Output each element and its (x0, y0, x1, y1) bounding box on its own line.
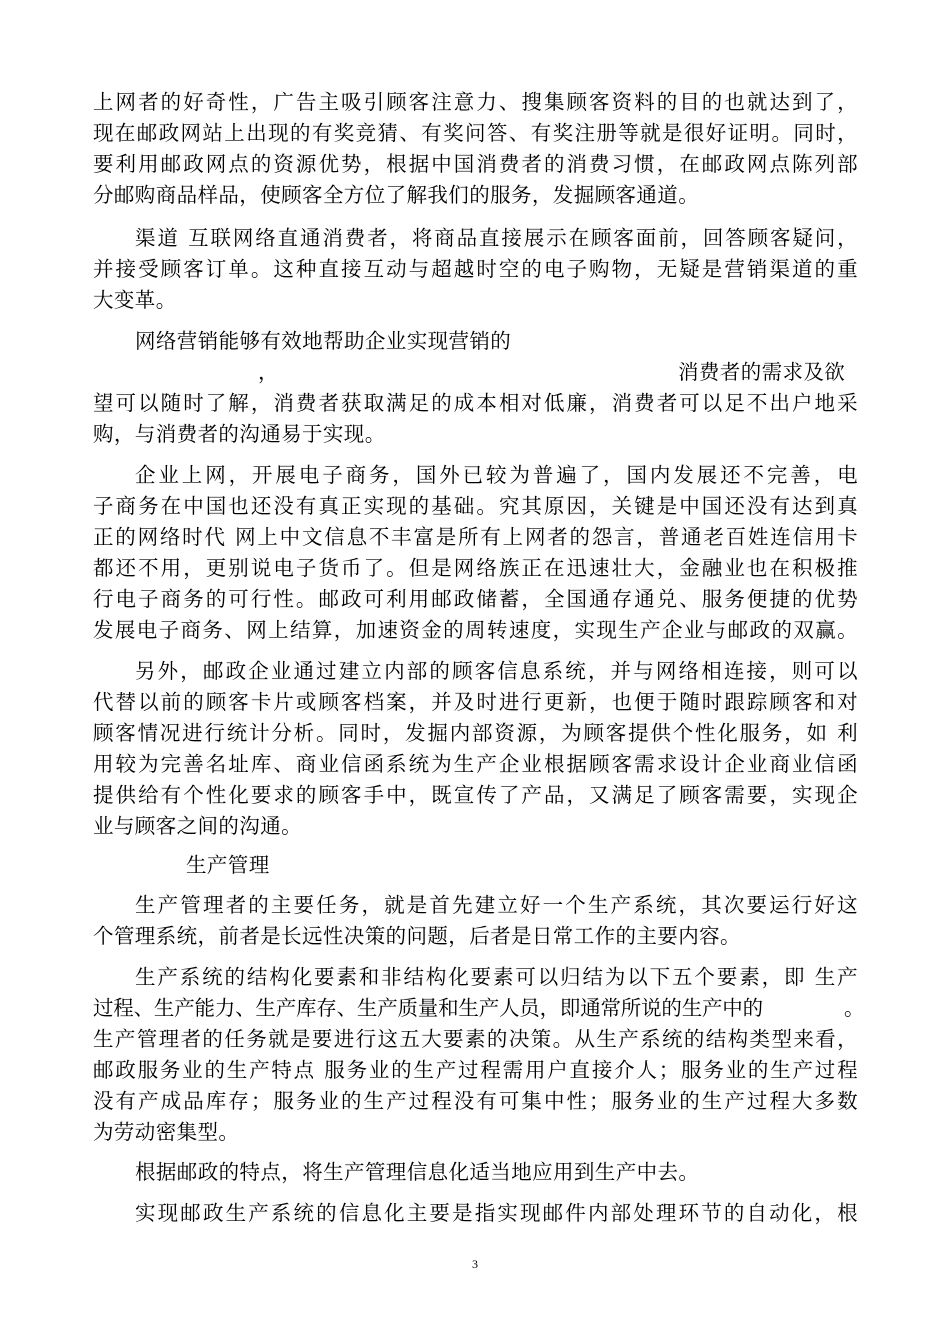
text-line: 子商务在中国也还没有真正实现的基础。究其原因，关键是中国还没有达到真 (93, 494, 858, 518)
text-line: 生产系统的结构化要素和非结构化要素可以归结为以下五个要素，即 生产 (135, 965, 858, 989)
text-line: 分邮购商品样品，使顾客全方位了解我们的服务，发掘顾客通道。 (93, 183, 700, 207)
text-line: 提供给有个性化要求的顾客手中，既宣传了产品，又满足了顾客需要，实现企 (93, 783, 858, 807)
text-line: 网络营销能够有效地帮助企业实现营销的 (135, 329, 512, 353)
text-line: 根据邮政的特点，将生产管理信息化适当地应用到生产中去。 (135, 1160, 700, 1184)
text-line: 大变革。 (93, 288, 177, 312)
text-line: 为劳动密集型。 (93, 1120, 240, 1144)
text-line: 另外，邮政企业通过建立内部的顾客信息系统，并与网络相连接，则可以 (135, 659, 858, 683)
text-line: ， (258, 360, 279, 384)
text-line: 并接受顾客订单。这种直接互动与超越时空的电子购物，无疑是营销渠道的重 (93, 257, 858, 281)
text-line: 消费者的需求及欲 (678, 360, 846, 384)
text-line: 生产管理者的主要任务，就是首先建立好一个生产系统，其次要运行好这 (135, 893, 858, 917)
text-line: 企业上网，开展电子商务，国外已较为普遍了，国内发展还不完善，电 (135, 463, 858, 487)
text-line: 行电子商务的可行性。邮政可利用邮政储蓄，全国通存通兑、服务便捷的优势 (93, 587, 858, 611)
text-line: 没有产成品库存；服务业的生产过程没有可集中性；服务业的生产过程大多数 (93, 1089, 858, 1113)
text-line: 正的网络时代 网上中文信息不丰富是所有上网者的怨言，普通老百姓连信用卡 (93, 525, 858, 549)
text-line: 都还不用，更别说电子货币了。但是网络族正在迅速壮大，金融业也在积极推 (93, 556, 858, 580)
text-line: 要利用邮政网点的资源优势，根据中国消费者的消费习惯，在邮政网点陈列部 (93, 152, 858, 176)
text-line: 邮政服务业的生产特点 服务业的生产过程需用户直接介人；服务业的生产过程 (93, 1058, 858, 1082)
text-line: 实现邮政生产系统的信息化主要是指实现邮件内部处理环节的自动化，根 (135, 1201, 858, 1225)
text-line: 望可以随时了解，消费者获取满足的成本相对低廉，消费者可以足不出户地采 (93, 391, 858, 415)
text-line: 购，与消费者的沟通易于实现。 (93, 422, 386, 446)
text-line: 顾客情况进行统计分析。同时，发掘内部资源，为顾客提供个性化服务，如 利 (93, 721, 858, 745)
text-line: 渠道 互联网络直通消费者，将商品直接展示在顾客面前，回答顾客疑问， (135, 226, 858, 250)
section-heading: 生产管理 (186, 853, 270, 877)
text-line: 发展电子商务、网上结算，加速资金的周转速度，实现生产企业与邮政的双赢。 (93, 618, 858, 642)
text-line: 生产管理者的任务就是要进行这五大要素的决策。从生产系统的结构类型来看， (93, 1027, 858, 1051)
page-number: 3 (472, 1257, 478, 1271)
text-line: 用较为完善名址库、商业信函系统为生产企业根据顾客需求设计企业商业信函 (93, 752, 858, 776)
text-line: 业与顾客之间的沟通。 (93, 814, 302, 838)
text-line: 代替以前的顾客卡片或顾客档案，并及时进行更新，也便于随时跟踪顾客和对 (93, 690, 858, 714)
text-line: 。 (844, 996, 865, 1020)
text-line: 现在邮政网站上出现的有奖竞猜、有奖问答、有奖注册等就是很好证明。同时， (93, 121, 858, 145)
text-line: 个管理系统，前者是长远性决策的问题，后者是日常工作的主要内容。 (93, 924, 741, 948)
text-line: 上网者的好奇性，广告主吸引顾客注意力、搜集顾客资料的目的也就达到了， (93, 90, 858, 114)
text-line: 过程、生产能力、生产库存、生产质量和生产人员，即通常所说的生产中的 (93, 996, 763, 1020)
